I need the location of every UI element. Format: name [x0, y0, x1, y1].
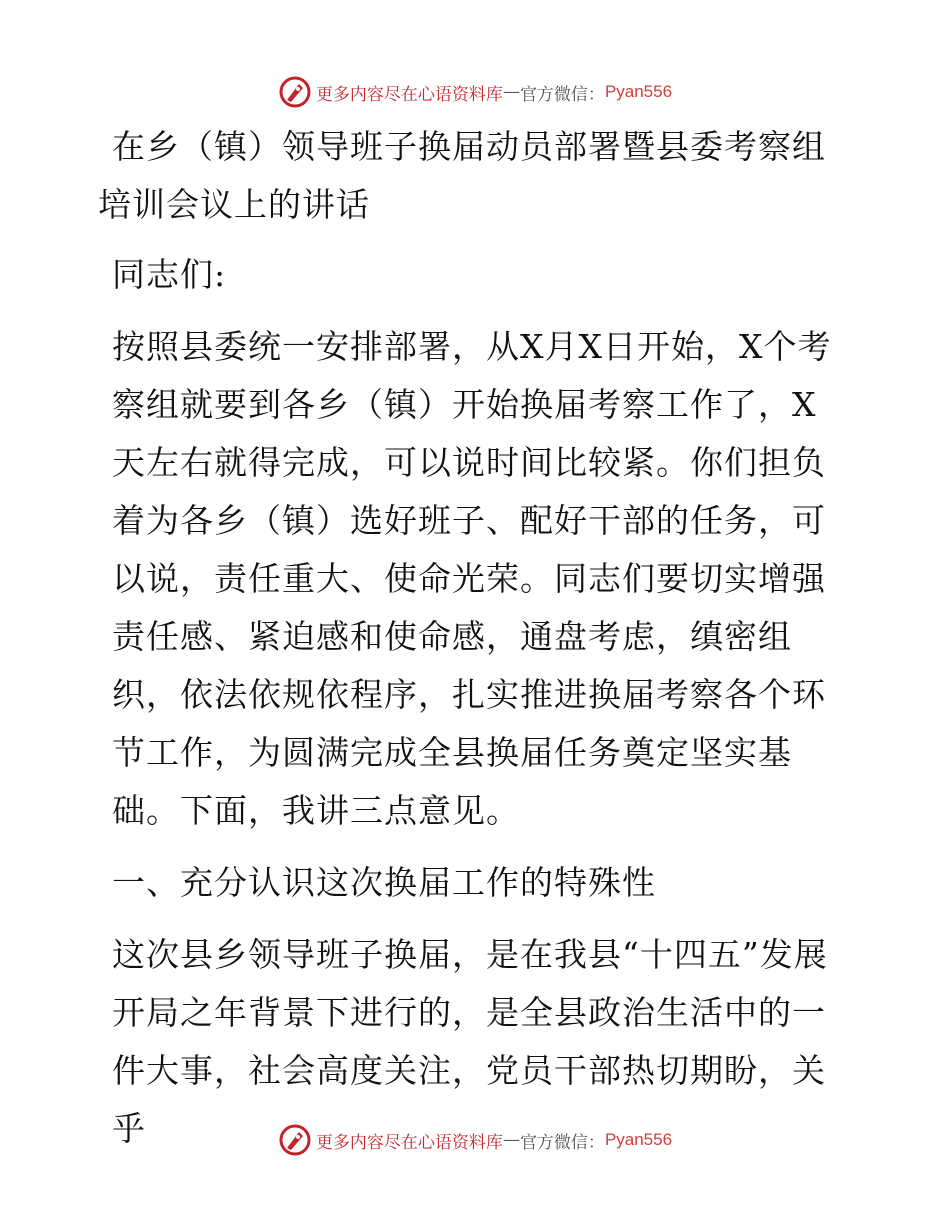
pen-nib-icon — [278, 1123, 312, 1157]
salutation: 同志们: — [112, 255, 227, 294]
watermark-banner-bottom — [0, 1120, 950, 1160]
section-heading: 一、充分认识这次换届工作的特殊性 — [112, 863, 656, 902]
watermark-banner-top — [0, 72, 950, 112]
pen-nib-icon — [278, 75, 312, 109]
watermark-text: 更多内容尽在心语资料库 — [315, 1132, 503, 1153]
document-title-line2: 培训会议上的讲话 — [98, 185, 370, 224]
section-paragraph: 这次县乡领导班子换届，是在我县“十四五”发展开局之年背景下进行的，是全县政治生活中的一件大事，社会高度关注，党员干部热切期盼，关乎 — [112, 935, 828, 1148]
wechat-label: 官方微信： — [519, 1132, 605, 1153]
wechat-id: Pyan556 — [604, 1130, 673, 1149]
watermark-text: 更多内容尽在心语资料库 — [315, 84, 503, 105]
wechat-id: Pyan556 — [604, 82, 673, 101]
watermark-separator: — — [502, 82, 520, 102]
document-title-line1: 在乡（镇）领导班子换届动员部署暨县委考察组 — [112, 127, 826, 166]
paragraph-1: 按照县委统一安排部署，从X月X日开始，X个考察组就要到各乡（镇）开始换届考察工作了，X天左右就得完成，可以说时间比较紧。你们担负着为各乡（镇）选好班子、配好干部的任务，可以说，责任重大、使命光荣。同志们要切实增强责任感、紧迫感和使命感，通盘考虑，缜密组织，依法依规依程序，扎实推进换届考察各个环节工作，为圆满完成全县换届任务奠定坚实基础。下面，我讲三点意见。 — [112, 327, 832, 830]
document-body — [98, 118, 848, 1172]
wechat-label: 官方微信： — [519, 84, 605, 105]
watermark-separator: — — [502, 1130, 520, 1150]
